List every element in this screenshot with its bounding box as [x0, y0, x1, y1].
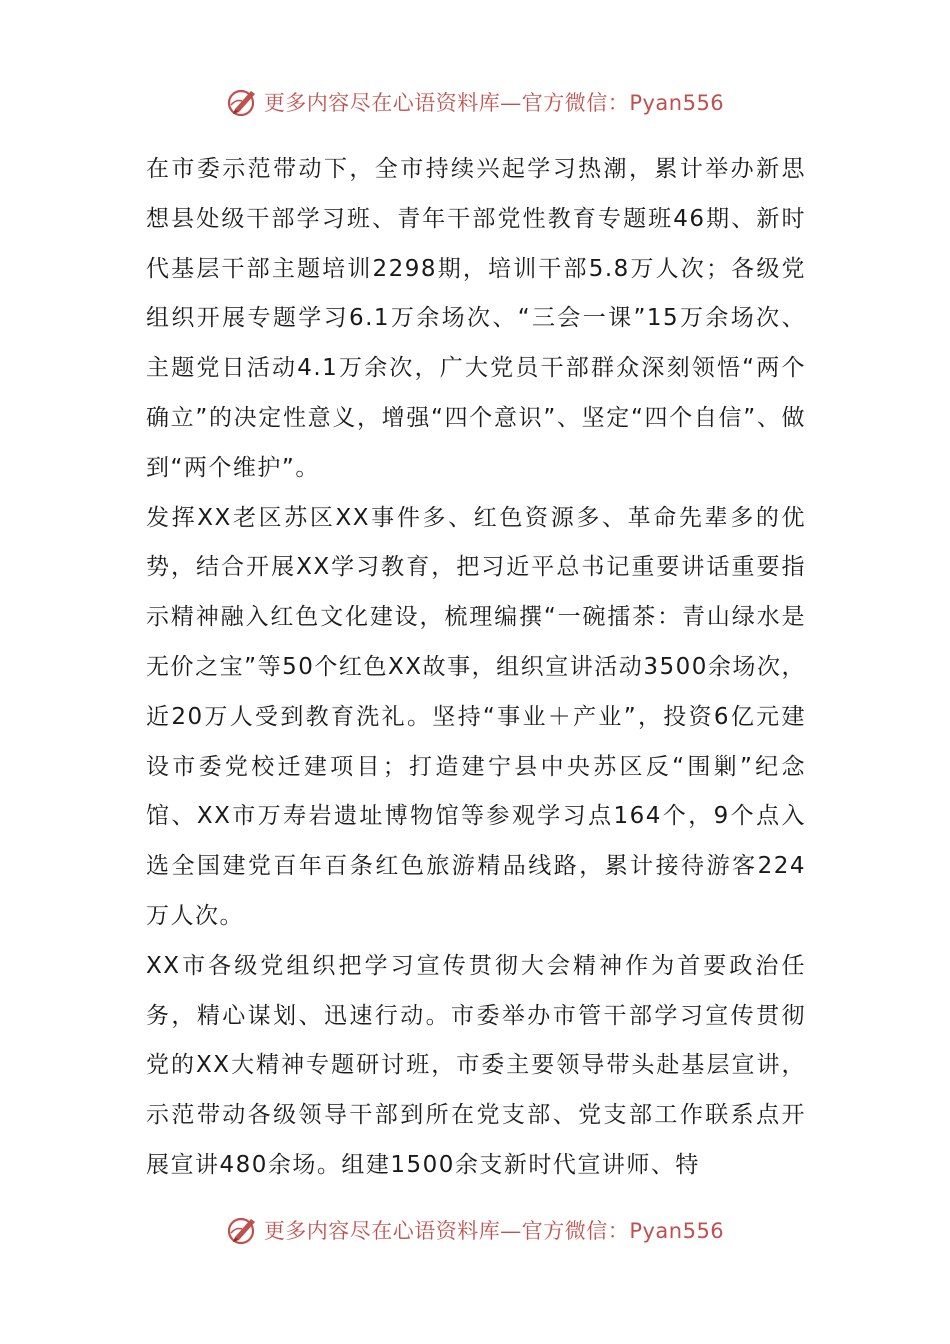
- paragraph-1: 在市委示范带动下，全市持续兴起学习热潮，累计举办新思想县处级干部学习班、青年干部党性教育专题班46期、新时代基层干部主题培训2298期，培训干部5.8万人次；各级党组织开展专题学习6.1万余场次、“三会一课”15万余场次、主题党日活动4.1万余次，广大党员干部群众深刻领悟“两个确立”的决定性意义，增强“四个意识”、坚定“四个自信”、做到“两个维护”。: [146, 156, 806, 481]
- wechat-id: Pyan556: [629, 91, 725, 115]
- paragraph-3: XX市各级党组织把学习宣传贯彻大会精神作为首要政治任务，精心谋划、迅速行动。市委举办市管干部学习宣传贯彻党的XX大精神专题研讨班，市委主要领导带头赴基层宣讲，示范带动各级领导干部到所在党支部、党支部工作联系点开展宣讲480余场。组建1500余支新时代宣讲师、特: [146, 952, 806, 1178]
- wechat-id: Pyan556: [629, 1219, 725, 1243]
- header-banner: [0, 82, 950, 122]
- header-banner-text: 更多内容尽在心语资料库—官方微信：Pyan556: [263, 91, 725, 115]
- paragraph-2: 发挥XX老区苏区XX事件多、红色资源多、革命先辈多的优势，结合开展XX学习教育，把习近平总书记重要讲话重要指示精神融入红色文化建设，梳理编撰“一碗擂茶：青山绿水是无价之宝”等50个红色XX故事，组织宣讲活动3500余场次，近20万人受到教育洗礼。坚持“事业＋产业”，投资6亿元建设市委党校迁建项目；打造建宁县中央苏区反“围剿”纪念馆、XX市万寿岩遗址博物馆等参观学习点164个，9个点入选全国建党百年百条红色旅游精品线路，累计接待游客224万人次。: [146, 504, 806, 929]
- pen-circle-icon: [226, 1213, 260, 1247]
- footer-banner: [0, 1210, 950, 1250]
- footer-banner-text: 更多内容尽在心语资料库—官方微信：Pyan556: [263, 1219, 725, 1243]
- document-body: [146, 145, 806, 1191]
- pen-circle-icon: [226, 85, 260, 119]
